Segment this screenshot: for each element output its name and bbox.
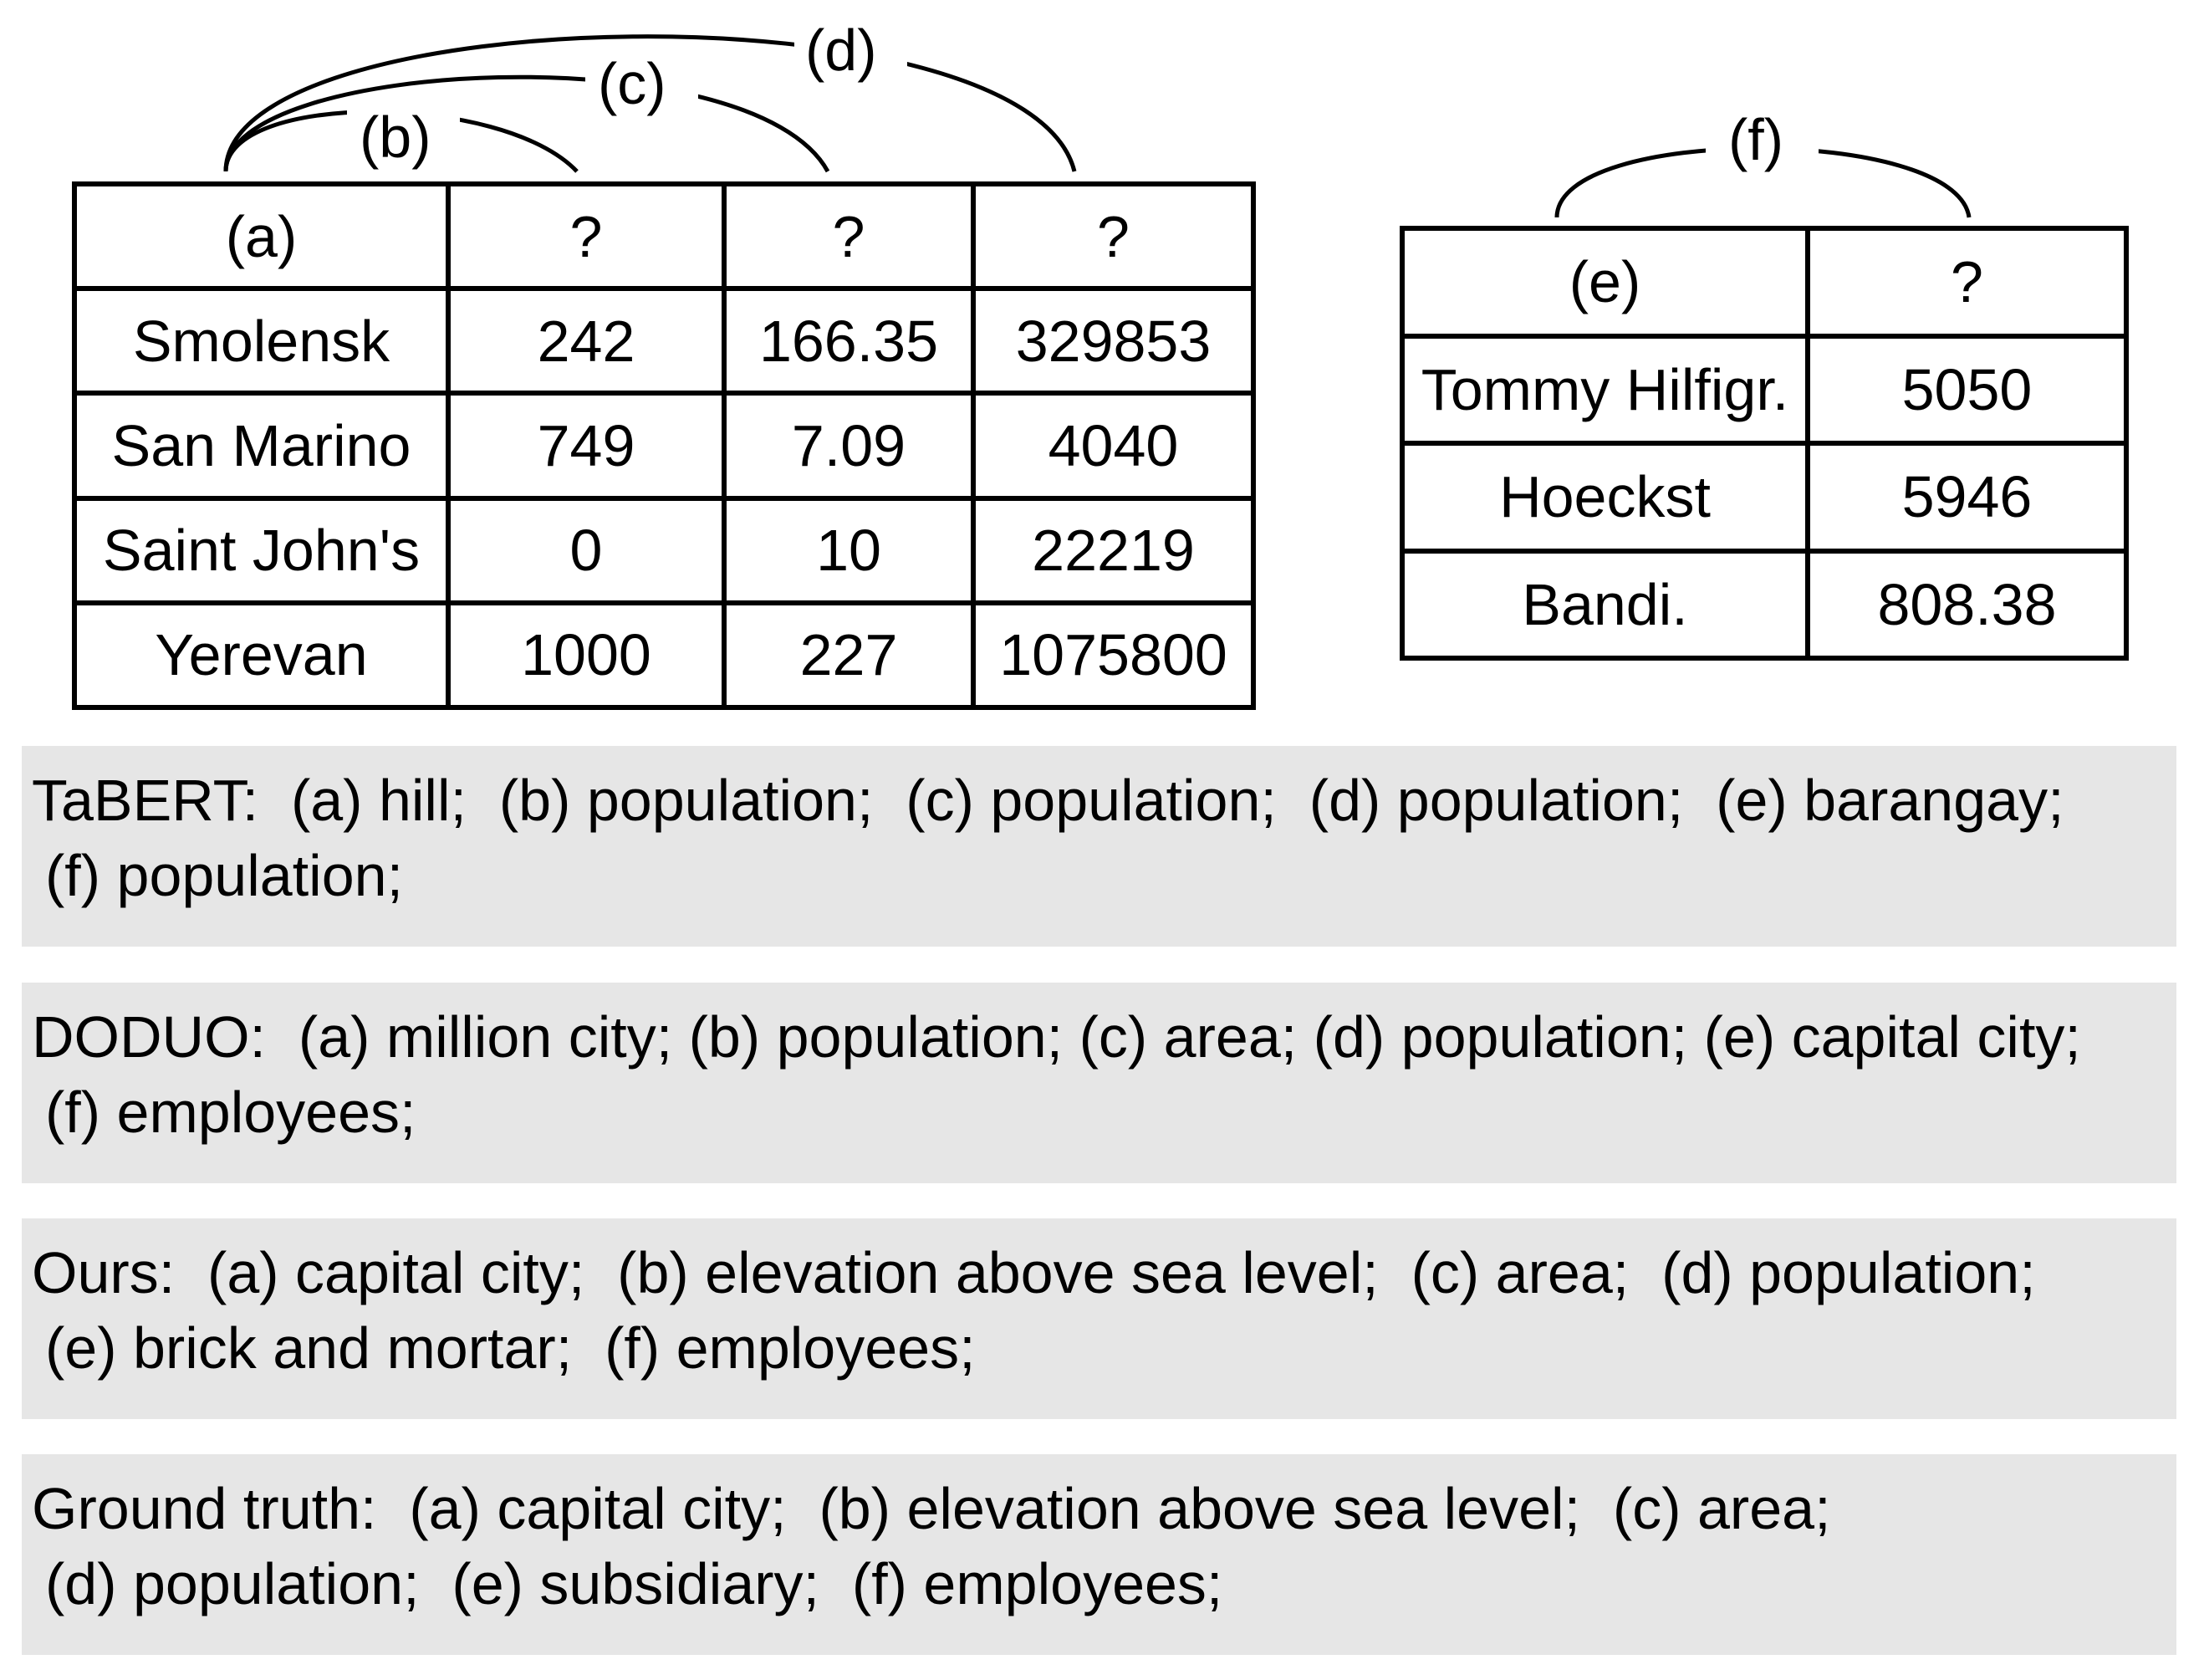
- table-row: [74, 603, 1253, 707]
- tabert-predictions-panel: [22, 746, 2176, 947]
- table-cell: 329853: [973, 289, 1253, 393]
- table-cell: Smolensk: [74, 289, 448, 393]
- table-cell: 4040: [973, 393, 1253, 498]
- arc-label-d: (d): [805, 18, 877, 83]
- table-cell: Tommy Hilfigr.: [1402, 336, 1808, 444]
- table-row: [74, 498, 1253, 603]
- table-cell: 242: [448, 289, 724, 393]
- arc-label-f: (f): [1728, 107, 1784, 172]
- table-cell: 0: [448, 498, 724, 603]
- table-cell: 7.09: [724, 393, 973, 498]
- panel-line: Ground truth: (a) capital city; (b) elevation above sea level; (c) area;: [32, 1476, 1831, 1541]
- panel-line: TaBERT: (a) hill; (b) population; (c) population; (d) population; (e) barangay;: [32, 768, 2064, 833]
- table-cell: 22219: [973, 498, 1253, 603]
- table-cell: 10: [724, 498, 973, 603]
- header-cell: ?: [724, 184, 973, 289]
- arc-label-c: (c): [598, 51, 666, 116]
- table-cell: 5050: [1808, 336, 2126, 444]
- table-cell: 227: [724, 603, 973, 707]
- table-header-row: [1402, 228, 2126, 336]
- panel-line: (f) employees;: [45, 1080, 416, 1145]
- header-cell: ?: [448, 184, 724, 289]
- panel-line: DODUO: (a) million city; (b) population; (c) area; (d) population; (e) capital city;: [32, 1004, 2081, 1070]
- table-cell: 5946: [1808, 443, 2126, 551]
- table-cell: 1075800: [973, 603, 1253, 707]
- table-cell: Saint John's: [74, 498, 448, 603]
- table-cell: 166.35: [724, 289, 973, 393]
- header-cell: (a): [74, 184, 448, 289]
- table-cell: 808.38: [1808, 551, 2126, 659]
- panel-line: Ours: (a) capital city; (b) elevation above sea level; (c) area; (d) population;: [32, 1240, 2036, 1305]
- table-cell: 1000: [448, 603, 724, 707]
- table-row: [1402, 551, 2126, 659]
- table-row: [1402, 443, 2126, 551]
- panel-line: (f) population;: [45, 843, 404, 908]
- header-cell: ?: [973, 184, 1253, 289]
- table-row: [74, 289, 1253, 393]
- cities-table: [72, 181, 1256, 710]
- companies-table: [1400, 226, 2129, 661]
- table-row: [74, 393, 1253, 498]
- ground-truth-panel: [22, 1454, 2176, 1655]
- table-row: [1402, 336, 2126, 444]
- arc-c: [226, 77, 828, 171]
- table-header-row: [74, 184, 1253, 289]
- header-cell: ?: [1808, 228, 2126, 336]
- table-cell: San Marino: [74, 393, 448, 498]
- table-cell: Bandi.: [1402, 551, 1808, 659]
- ours-predictions-panel: [22, 1218, 2176, 1419]
- table-cell: Yerevan: [74, 603, 448, 707]
- table-cell: Hoeckst: [1402, 443, 1808, 551]
- doduo-predictions-panel: [22, 983, 2176, 1183]
- panel-line: (d) population; (e) subsidiary; (f) employees;: [45, 1551, 1223, 1616]
- arc-label-b: (b): [360, 105, 431, 170]
- panel-line: (e) brick and mortar; (f) employees;: [45, 1315, 976, 1381]
- header-cell: (e): [1402, 228, 1808, 336]
- table-cell: 749: [448, 393, 724, 498]
